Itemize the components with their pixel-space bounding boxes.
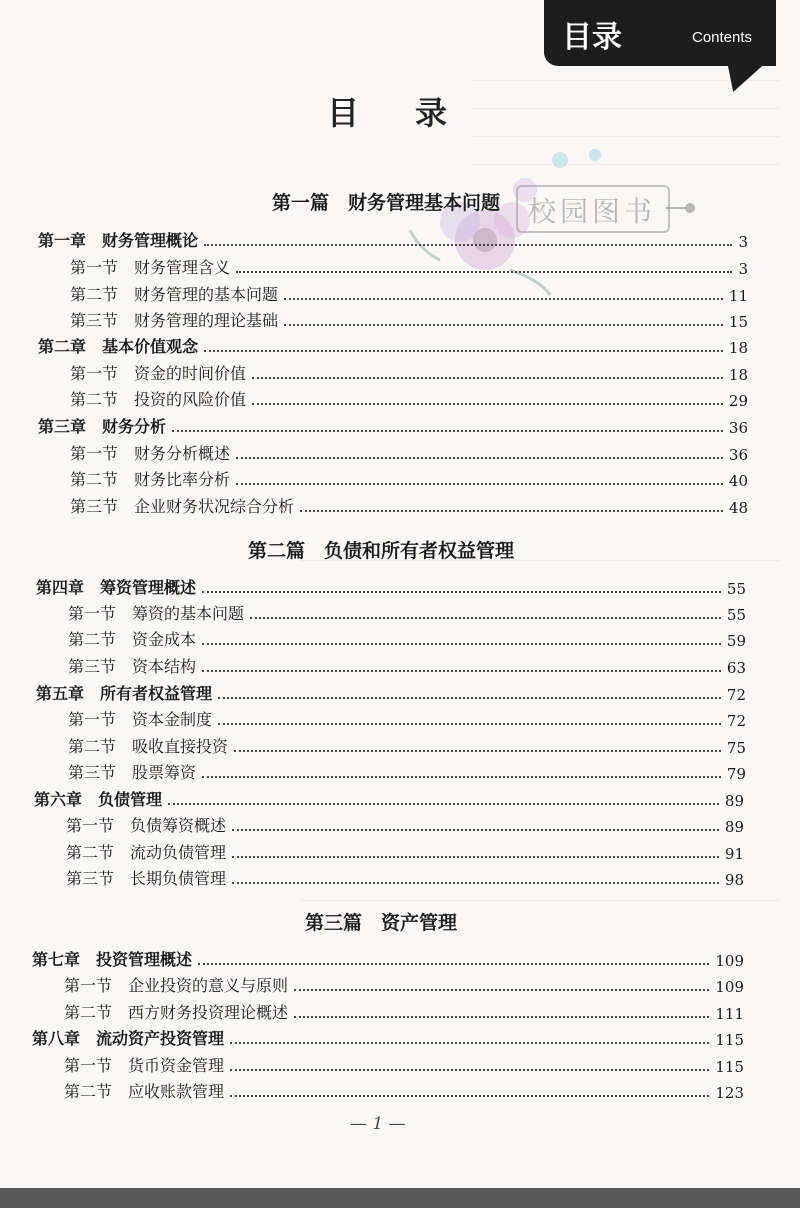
page-ref: 75 <box>726 739 746 757</box>
section-number: 第二节 <box>70 285 119 304</box>
page-ref: 89 <box>724 818 744 836</box>
dot-leader <box>236 270 732 273</box>
badge-subtitle: Contents <box>692 29 753 46</box>
toc-chapter[interactable] <box>38 415 748 437</box>
toc-section[interactable] <box>68 602 746 624</box>
section-title: 筹资的基本问题 <box>132 604 245 623</box>
dot-leader <box>300 509 723 512</box>
section-number: 第二节 <box>70 390 119 409</box>
section-title: 资本金制度 <box>132 710 213 729</box>
section-number: 第三节 <box>66 869 115 888</box>
page-ref: 18 <box>728 366 748 384</box>
chapter-number: 第五章 <box>36 684 85 703</box>
toc-section[interactable] <box>68 655 746 677</box>
page-ref: 36 <box>728 446 748 464</box>
page-ref: 109 <box>715 978 744 996</box>
dot-leader <box>204 349 723 352</box>
toc-section[interactable] <box>68 708 746 730</box>
toc-section[interactable] <box>64 1080 744 1102</box>
section-number: 第一节 <box>64 1056 113 1075</box>
page-ref: 123 <box>715 1084 744 1102</box>
section-number: 第二节 <box>68 737 117 756</box>
section-number: 第二节 <box>68 630 117 649</box>
page-ref: 115 <box>715 1058 744 1076</box>
page-ref: 29 <box>728 392 748 410</box>
badge-tail <box>721 60 769 92</box>
section-number: 第三节 <box>70 311 119 330</box>
section-title: 财务管理的理论基础 <box>134 311 279 330</box>
chapter-title: 筹资管理概述 <box>100 578 197 597</box>
section-number: 第二节 <box>64 1003 113 1022</box>
toc-section[interactable] <box>70 256 748 278</box>
section-number: 第一节 <box>68 710 117 729</box>
chapter-title: 财务管理概论 <box>102 231 199 250</box>
toc-section[interactable] <box>68 628 746 650</box>
toc-chapter[interactable] <box>32 1027 744 1049</box>
page-ref: 98 <box>724 871 744 889</box>
watermark-text: 校园图书 <box>528 195 657 228</box>
chapter-number: 第一章 <box>38 231 87 250</box>
section-title: 长期负债管理 <box>130 869 227 888</box>
toc-section[interactable] <box>64 1001 744 1023</box>
dot-leader <box>202 669 721 672</box>
chapter-number: 第八章 <box>32 1029 81 1048</box>
section-title: 资本结构 <box>132 657 197 676</box>
dot-leader <box>202 590 721 593</box>
dot-leader <box>204 243 732 246</box>
page-ref: 36 <box>728 419 748 437</box>
page-ref: 79 <box>726 765 746 783</box>
chapter-number: 第三章 <box>38 417 87 436</box>
section-title: 资金成本 <box>132 630 197 649</box>
bleed-through-line <box>300 900 780 901</box>
part-heading: 第二篇 负债和所有者权益管理 <box>248 540 515 562</box>
section-title: 负债筹资概述 <box>130 816 227 835</box>
chapter-title: 财务分析 <box>102 417 167 436</box>
toc-section[interactable] <box>70 495 748 517</box>
dot-leader <box>218 722 721 725</box>
dot-leader <box>252 402 723 405</box>
toc-section[interactable] <box>64 974 744 996</box>
badge-title: 目录 <box>562 20 622 55</box>
section-number: 第一节 <box>70 258 119 277</box>
dot-leader <box>202 642 721 645</box>
section-number: 第一节 <box>66 816 115 835</box>
toc-section[interactable] <box>70 283 748 305</box>
chapter-title: 流动资产投资管理 <box>96 1029 225 1048</box>
page-ref: 72 <box>726 686 746 704</box>
dot-leader <box>284 323 723 326</box>
section-number: 第二节 <box>64 1082 113 1101</box>
page-ref: 55 <box>726 606 746 624</box>
section-title: 企业投资的意义与原则 <box>128 976 289 995</box>
dot-leader <box>230 1068 709 1071</box>
section-title: 应收账款管理 <box>128 1082 225 1101</box>
dot-leader <box>294 1015 709 1018</box>
toc-section[interactable] <box>68 761 746 783</box>
toc-chapter[interactable] <box>36 576 746 598</box>
section-title: 财务管理含义 <box>134 258 231 277</box>
section-title: 西方财务投资理论概述 <box>128 1003 289 1022</box>
part-heading: 第一篇 财务管理基本问题 <box>272 192 501 214</box>
section-title: 吸收直接投资 <box>132 737 229 756</box>
page-title: 目录 <box>327 94 504 132</box>
dot-leader <box>236 456 723 459</box>
toc-section[interactable] <box>64 1054 744 1076</box>
section-number: 第三节 <box>68 657 117 676</box>
chapter-number: 第六章 <box>34 790 83 809</box>
dot-leader <box>284 297 723 300</box>
page-ref: 3 <box>738 260 748 278</box>
section-title: 财务管理的基本问题 <box>134 285 279 304</box>
toc-section[interactable] <box>70 442 748 464</box>
footer-bar <box>0 1188 800 1208</box>
dot-leader <box>232 881 719 884</box>
section-title: 股票筹资 <box>132 763 197 782</box>
dot-leader <box>234 749 721 752</box>
page-number: — 1 — <box>350 1114 406 1134</box>
dot-leader <box>198 962 709 965</box>
toc-section[interactable] <box>66 867 744 889</box>
page-ref: 109 <box>715 952 744 970</box>
page-ref: 55 <box>726 580 746 598</box>
section-number: 第一节 <box>70 364 119 383</box>
section-title: 流动负债管理 <box>130 843 227 862</box>
toc-chapter[interactable] <box>38 229 748 251</box>
dot-leader <box>218 696 721 699</box>
chapter-number: 第二章 <box>38 337 87 356</box>
page-ref: 18 <box>728 339 748 357</box>
section-title: 财务比率分析 <box>134 470 231 489</box>
page-ref: 72 <box>726 712 746 730</box>
section-number: 第三节 <box>68 763 117 782</box>
dot-leader <box>294 988 709 991</box>
toc-section[interactable] <box>70 309 748 331</box>
page-ref: 3 <box>738 233 748 251</box>
dot-leader <box>236 482 723 485</box>
dot-leader <box>202 775 721 778</box>
toc-section[interactable] <box>70 388 748 410</box>
toc-section[interactable] <box>66 814 744 836</box>
section-number: 第一节 <box>68 604 117 623</box>
page-ref: 15 <box>728 313 748 331</box>
page-ref: 89 <box>724 792 744 810</box>
page-ref: 59 <box>726 632 746 650</box>
section-number: 第三节 <box>70 497 119 516</box>
toc-chapter[interactable] <box>36 682 746 704</box>
section-title: 投资的风险价值 <box>134 390 247 409</box>
page-ref: 91 <box>724 845 744 863</box>
page-ref: 63 <box>726 659 746 677</box>
page-ref: 111 <box>715 1005 744 1023</box>
dot-leader <box>232 855 719 858</box>
dot-leader <box>168 802 719 805</box>
toc-section[interactable] <box>66 841 744 863</box>
dot-leader <box>172 429 723 432</box>
section-title: 企业财务状况综合分析 <box>134 497 295 516</box>
chapter-number: 第七章 <box>32 950 81 969</box>
chapter-number: 第四章 <box>36 578 85 597</box>
section-number: 第二节 <box>66 843 115 862</box>
toc-chapter[interactable] <box>34 788 744 810</box>
page-ref: 115 <box>715 1031 744 1049</box>
chapter-title: 负债管理 <box>98 790 163 809</box>
section-number: 第二节 <box>70 470 119 489</box>
bleed-through-line <box>470 108 780 109</box>
part-heading: 第三篇 资产管理 <box>305 912 458 934</box>
toc-section[interactable] <box>70 362 748 384</box>
section-title: 财务分析概述 <box>134 444 231 463</box>
chapter-title: 投资管理概述 <box>96 950 193 969</box>
toc-section[interactable] <box>68 735 746 757</box>
page-ref: 48 <box>728 499 748 517</box>
toc-chapter[interactable] <box>38 335 748 357</box>
chapter-title: 基本价值观念 <box>102 337 199 356</box>
dot-leader <box>230 1094 709 1097</box>
toc-section[interactable] <box>70 468 748 490</box>
chapter-title: 所有者权益管理 <box>100 684 213 703</box>
section-title: 货币资金管理 <box>128 1056 225 1075</box>
dot-leader <box>250 616 721 619</box>
page-ref: 11 <box>728 287 748 305</box>
dot-leader <box>232 828 719 831</box>
section-title: 资金的时间价值 <box>134 364 247 383</box>
section-number: 第一节 <box>64 976 113 995</box>
dot-leader <box>230 1041 709 1044</box>
dot-leader <box>252 376 723 379</box>
section-number: 第一节 <box>70 444 119 463</box>
page-ref: 40 <box>728 472 748 490</box>
toc-chapter[interactable] <box>32 948 744 970</box>
